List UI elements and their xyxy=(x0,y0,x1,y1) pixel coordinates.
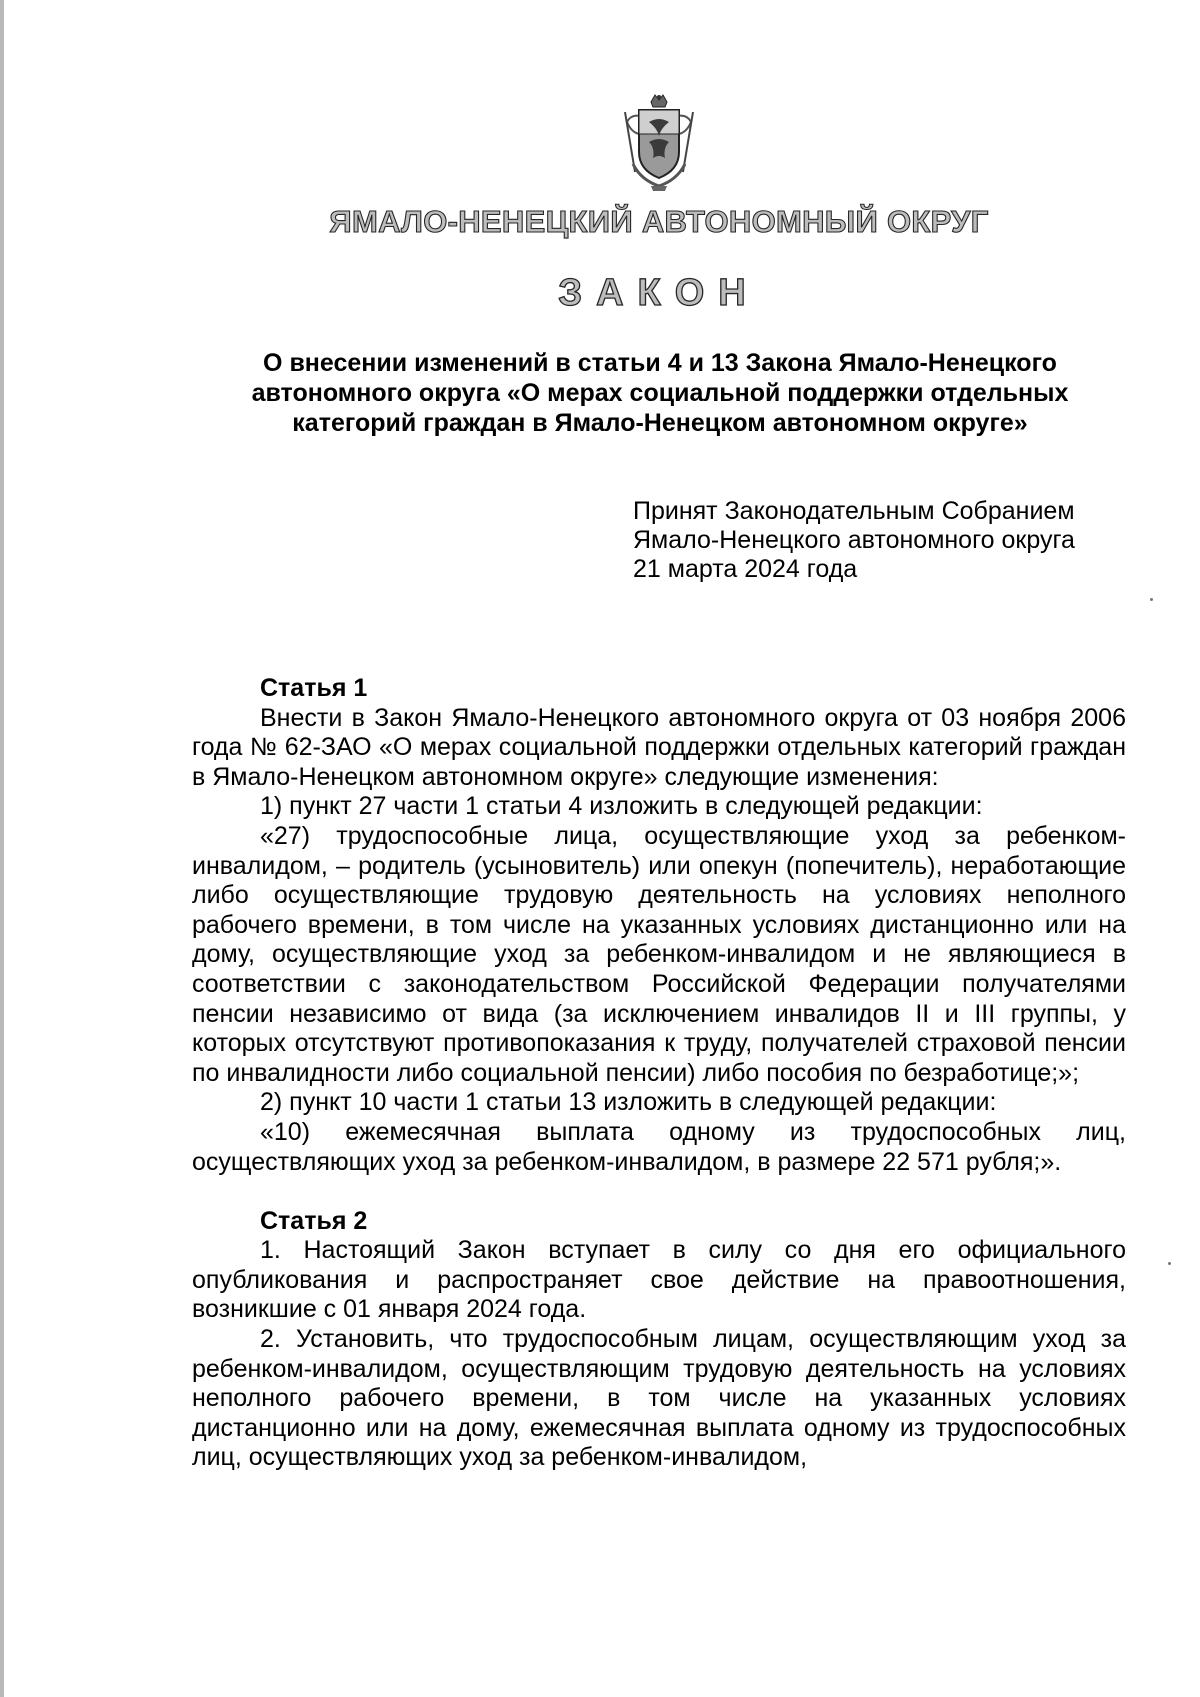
article-1-paragraph: «10) ежемесячная выплата одному из трудоспособных лиц, осуществляющих уход за ребенком-инвалидом, в размере 22 571 рубля;». xyxy=(192,1117,1126,1176)
article-2-paragraph: 1. Настоящий Закон вступает в силу со дня его официального опубликования и распространяет свое действие на правоотношения, возникшие с 01 января 2024 года. xyxy=(192,1236,1126,1324)
article-1-heading: Статья 1 xyxy=(260,674,368,702)
article-1-paragraph: «27) трудоспособные лица, осуществляющие уход за ребенком-инвалидом, – родитель (усыновитель) или опекун (попечитель), неработающие либо осуществляющие трудовую деятельность на условиях неполного рабочего времени, в том числе на указанных условиях дистанционно или на дому, осуществляющие уход за ребенком-инвалидом и не являющиеся в соответствии с законодательством Российской Федерации получателями пенсии независимо от вида (за исключением инвалидов II и III группы, у которых отсутствуют противопоказания к труду, получателей страховой пенсии по инвалидности либо социальной пенсии) либо пособия по безработице;»; xyxy=(192,821,1126,1087)
adoption-line: Принят Законодательным Собранием xyxy=(633,497,1075,525)
article-2-paragraph: 2. Установить, что трудоспособным лицам, осуществляющим уход за ребенком-инвалидом, осуществляющим трудовую деятельность на условиях неполного рабочего времени, в том числе на указанных условиях дистанционно или на дому, ежемесячная выплата одному из трудоспособных лиц, осуществляющих уход за ребенком-инвалидом, xyxy=(192,1325,1126,1472)
scan-left-edge xyxy=(0,0,4,1697)
law-body xyxy=(192,674,1126,1473)
law-title-line: категорий граждан в Ямало-Ненецком автономном округе» xyxy=(292,409,1028,437)
law-title-line: автономного округа «О мерах социальной поддержки отдельных xyxy=(251,379,1069,407)
adoption-line: Ямало-Ненецкого автономного округа xyxy=(633,526,1075,554)
article-1-paragraph: 1) пункт 27 части 1 статьи 4 изложить в следующей редакции: xyxy=(260,792,983,821)
law-title xyxy=(190,348,1130,438)
adoption-date: 21 марта 2024 года xyxy=(633,555,858,583)
yamal-coat-of-arms-icon xyxy=(621,92,697,192)
scan-speck xyxy=(1168,1262,1171,1265)
law-title-line: О внесении изменений в статьи 4 и 13 Закона Ямало-Ненецкого xyxy=(263,349,1057,377)
scan-speck xyxy=(1150,598,1153,601)
article-separator xyxy=(192,1177,1126,1207)
region-title: ЯМАЛО-НЕНЕЦКИЙ АВТОНОМНЫЙ ОКРУГ xyxy=(329,204,989,239)
adoption-note xyxy=(633,497,1075,584)
article-1-paragraph: Внести в Закон Ямало-Ненецкого автономного округа от 03 ноября 2006 года № 62-ЗАО «О мерах социальной поддержки отдельных категорий граждан в Ямало-Ненецком автономном округе» следующие изменения: xyxy=(192,703,1126,791)
article-1-paragraph: 2) пункт 10 части 1 статьи 13 изложить в следующей редакции: xyxy=(260,1088,997,1117)
article-2-heading: Статья 2 xyxy=(260,1206,368,1235)
document-type-heading: ЗАКОН xyxy=(558,272,760,314)
